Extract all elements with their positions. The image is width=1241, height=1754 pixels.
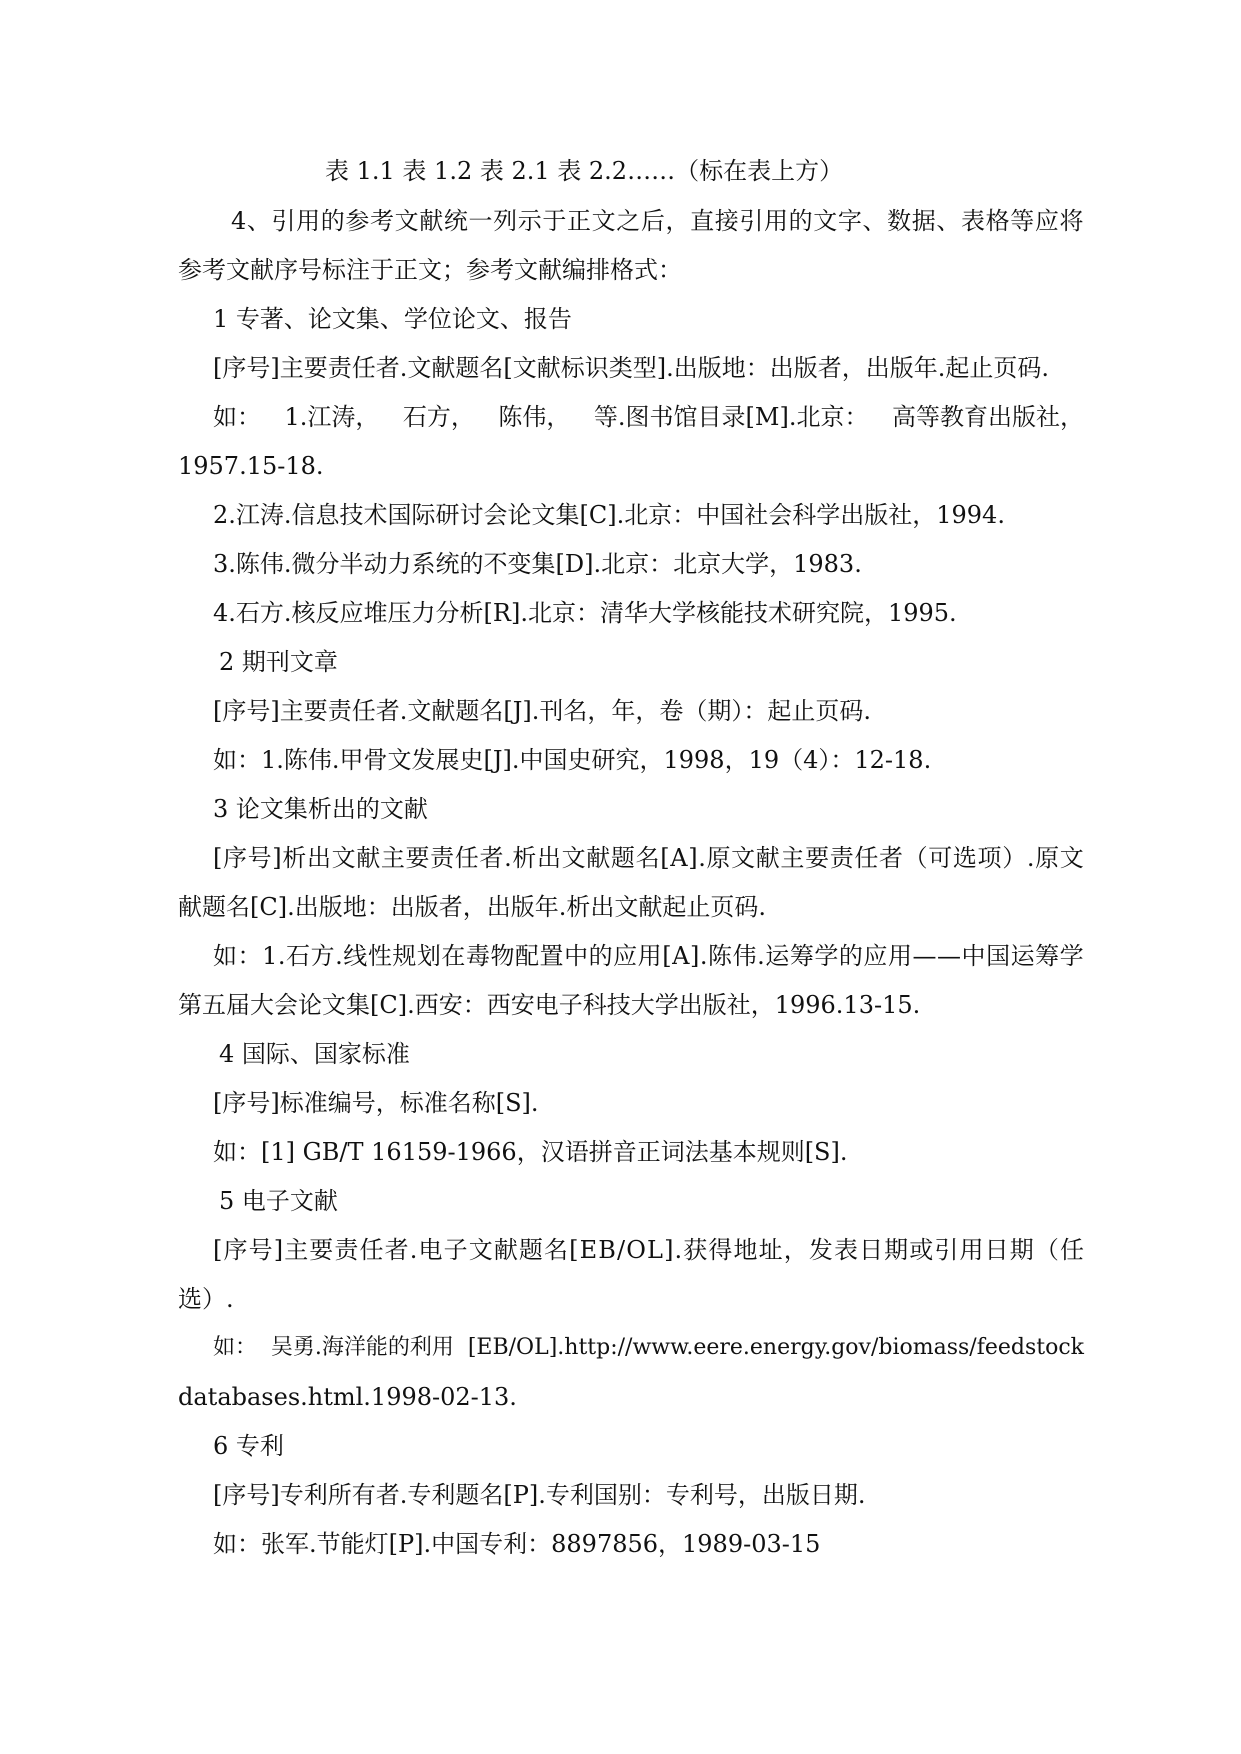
glyph: 主 <box>780 844 805 872</box>
glyph: 号 <box>248 1236 273 1264</box>
glyph: 应 <box>613 942 638 970</box>
glyph: ] <box>688 844 698 872</box>
example-line: 3.陈伟.微分半动力系统的不变集[D].北京：北京大学，1983. <box>213 550 862 578</box>
glyph: ， <box>783 1236 808 1264</box>
example-line <box>213 941 1084 971</box>
section-heading: 5 电子文献 <box>219 1187 338 1215</box>
example-part: 吴勇.海洋能的利用 <box>270 1335 454 1360</box>
glyph: [ <box>569 1236 579 1264</box>
item4-line2: 参考文献序号标注于正文；参考文献编排格式： <box>178 256 682 284</box>
glyph: 得 <box>708 1236 733 1264</box>
glyph: 陈 <box>708 942 733 970</box>
glyph: 选 <box>952 844 977 872</box>
glyph: 规 <box>392 942 417 970</box>
glyph: 伟 <box>732 942 757 970</box>
glyph: 引 <box>271 207 296 235</box>
glyph: 置 <box>539 942 564 970</box>
glyph: 责 <box>829 844 854 872</box>
table-caption-note: 表 1.1 表 1.2 表 2.1 表 2.2……（标在表上方） <box>325 157 844 185</box>
glyph: 1 <box>262 942 278 970</box>
glyph: 文 <box>591 207 616 235</box>
glyph: 引 <box>934 1236 959 1264</box>
glyph: 毒 <box>465 942 490 970</box>
glyph: 文 <box>468 1236 493 1264</box>
glyph: 示 <box>517 207 542 235</box>
glyph: 、 <box>246 207 271 235</box>
item4-line1 <box>231 206 1084 236</box>
glyph: 直 <box>690 207 715 235</box>
format-line <box>213 843 1084 873</box>
example-part: 石方， <box>402 403 475 431</box>
glyph: 的 <box>320 207 345 235</box>
glyph: 析 <box>282 844 307 872</box>
glyph: B <box>598 1236 616 1264</box>
glyph: 出 <box>306 844 331 872</box>
glyph: 学 <box>814 942 839 970</box>
glyph: 接 <box>714 207 739 235</box>
example-part: 等.图书馆目录[M].北京： <box>593 403 869 431</box>
glyph: 献 <box>356 844 381 872</box>
glyph: 引 <box>739 207 764 235</box>
glyph: 列 <box>493 207 518 235</box>
glyph: 考 <box>370 207 395 235</box>
format-line <box>213 1235 1084 1265</box>
glyph: 献 <box>586 844 611 872</box>
glyph: ] <box>272 844 282 872</box>
glyph: 任 <box>359 1236 384 1264</box>
glyph: 任 <box>454 844 479 872</box>
glyph: 任 <box>1059 1236 1084 1264</box>
glyph: 后 <box>640 207 665 235</box>
glyph: （ <box>903 844 928 872</box>
glyph: 原 <box>706 844 731 872</box>
format-continuation: 选）. <box>178 1285 234 1313</box>
glyph: A <box>670 844 688 872</box>
glyph: 据 <box>911 207 936 235</box>
glyph: 日 <box>984 1236 1009 1264</box>
glyph: （ <box>1034 1236 1059 1264</box>
glyph: 应 <box>863 942 888 970</box>
example-line <box>213 1333 1084 1363</box>
glyph: 应 <box>1034 207 1059 235</box>
example-continuation: 1957.15-18. <box>178 452 324 480</box>
glyph: 用 <box>637 942 662 970</box>
example-line <box>213 402 1084 432</box>
example-part: 1.江涛， <box>284 403 380 431</box>
glyph: 的 <box>838 942 863 970</box>
glyph: 筹 <box>1035 942 1060 970</box>
glyph: 、 <box>936 207 961 235</box>
glyph: 献 <box>493 1236 518 1264</box>
example-part: 高等教育出版社， <box>891 403 1084 431</box>
example-part: 如： <box>213 1335 258 1360</box>
glyph: 者 <box>479 844 504 872</box>
glyph: 统 <box>443 207 468 235</box>
glyph: 将 <box>1059 207 1084 235</box>
glyph: 文 <box>731 844 756 872</box>
glyph: A <box>672 942 690 970</box>
glyph: [ <box>213 1236 223 1264</box>
glyph: 文 <box>813 207 838 235</box>
example-continuation: databases.html.1998-02-13. <box>178 1383 517 1411</box>
glyph: 等 <box>1010 207 1035 235</box>
glyph: 字 <box>837 207 862 235</box>
glyph: . <box>1026 844 1035 872</box>
glyph: 析 <box>512 844 537 872</box>
glyph: 主 <box>380 844 405 872</box>
glyph: 序 <box>223 844 248 872</box>
example-continuation: 第五届大会论文集[C].西安：西安电子科技大学出版社，1996.13-15. <box>178 991 921 1019</box>
glyph: 于 <box>542 207 567 235</box>
example-part: 如： <box>213 403 261 431</box>
glyph: 题 <box>610 844 635 872</box>
glyph: . <box>409 1236 418 1264</box>
glyph: 配 <box>515 942 539 970</box>
glyph: 要 <box>805 844 830 872</box>
glyph: 任 <box>854 844 879 872</box>
format-line: [序号]主要责任者.文献题名[J].刊名，年，卷（期）：起止页码. <box>213 697 871 725</box>
format-line: [序号]标准编号，标准名称[S]. <box>213 1089 539 1117</box>
format-line: [序号]主要责任者.文献题名[文献标识类型].出版地：出版者，出版年.起止页码. <box>213 354 1049 382</box>
glyph: 用 <box>296 207 321 235</box>
glyph: 运 <box>765 942 790 970</box>
glyph: . <box>757 942 765 970</box>
example-line: 2.江涛.信息技术国际研讨会论文集[C].北京：中国社会科学出版社，1994. <box>213 501 1005 529</box>
glyph: O <box>626 1236 646 1264</box>
glyph: 项 <box>977 844 1002 872</box>
glyph: — <box>912 942 937 970</box>
glyph: ） <box>1002 844 1027 872</box>
glyph: 或 <box>909 1236 934 1264</box>
glyph: 题 <box>518 1236 543 1264</box>
glyph: 要 <box>309 1236 334 1264</box>
glyph: 物 <box>490 942 515 970</box>
glyph: 方 <box>310 942 335 970</box>
glyph: 用 <box>959 1236 984 1264</box>
glyph: 文 <box>394 207 419 235</box>
example-line: 4.石方.核反应堆压力分析[R].北京：清华大学核能技术研究院，1995. <box>213 599 957 627</box>
glyph: 在 <box>441 942 466 970</box>
glyph: 表 <box>833 1236 858 1264</box>
glyph: E <box>579 1236 598 1264</box>
glyph: — <box>937 942 961 970</box>
glyph: 文 <box>331 844 356 872</box>
glyph: 出 <box>537 844 561 872</box>
glyph: . <box>277 942 286 970</box>
glyph: 献 <box>419 207 444 235</box>
glyph: 表 <box>961 207 986 235</box>
example-part: [EB/OL].http://www.eere.energy.gov/biomass/feedstock <box>467 1335 1084 1360</box>
glyph: 址 <box>758 1236 783 1264</box>
glyph: 如 <box>213 942 237 970</box>
glyph: 者 <box>878 844 903 872</box>
section-heading: 6 专利 <box>213 1432 284 1460</box>
example-line: 如：张军.节能灯[P].中国专利：8897856，1989-03-15 <box>213 1530 821 1558</box>
glyph: 责 <box>430 844 455 872</box>
glyph: 电 <box>418 1236 443 1264</box>
glyph: . <box>504 844 512 872</box>
glyph: 用 <box>764 207 789 235</box>
glyph: [ <box>660 844 670 872</box>
section-heading: 1 专著、论文集、学位论文、报告 <box>213 305 572 333</box>
glyph: 要 <box>405 844 430 872</box>
glyph: 4 <box>231 207 247 235</box>
format-line: [序号]专利所有者.专利题名[P].专利国别：专利号，出版日期. <box>213 1481 866 1509</box>
glyph: 中 <box>564 942 589 970</box>
glyph: 名 <box>544 1236 569 1264</box>
glyph: 性 <box>367 942 392 970</box>
glyph: 责 <box>334 1236 359 1264</box>
glyph: 可 <box>928 844 953 872</box>
glyph: . <box>335 942 343 970</box>
glyph: 子 <box>443 1236 468 1264</box>
format-continuation: 献题名[C].出版地：出版者，出版年.析出文献起止页码. <box>178 893 766 921</box>
glyph: L <box>647 1236 663 1264</box>
glyph: 原 <box>1035 844 1060 872</box>
glyph: 参 <box>345 207 370 235</box>
glyph: 期 <box>884 1236 909 1264</box>
glyph: . <box>698 844 706 872</box>
glyph: [ <box>213 844 223 872</box>
glyph: 国 <box>986 942 1011 970</box>
glyph: 期 <box>1009 1236 1034 1264</box>
section-heading: 2 期刊文章 <box>219 648 338 676</box>
glyph: . <box>699 942 708 970</box>
glyph: 学 <box>1059 942 1084 970</box>
glyph: 名 <box>635 844 660 872</box>
glyph: 石 <box>286 942 311 970</box>
glyph: 地 <box>733 1236 758 1264</box>
glyph: 序 <box>223 1236 248 1264</box>
glyph: 一 <box>468 207 493 235</box>
glyph: . <box>674 1236 683 1264</box>
glyph: ， <box>665 207 690 235</box>
section-heading: 3 论文集析出的文献 <box>213 795 428 823</box>
glyph: 格 <box>985 207 1010 235</box>
glyph: 的 <box>588 942 613 970</box>
glyph: 文 <box>561 844 586 872</box>
glyph: ] <box>273 1236 284 1264</box>
glyph: / <box>617 1236 626 1264</box>
example-line: 如：[1] GB/T 16159-1966，汉语拼音正词法基本规则[S]. <box>213 1138 848 1166</box>
example-line: 如：1.陈伟.甲骨文发展史[J].中国史研究，1998，19（4）：12-18. <box>213 746 932 774</box>
glyph: 获 <box>683 1236 708 1264</box>
glyph: 数 <box>887 207 912 235</box>
glyph: 筹 <box>789 942 814 970</box>
glyph: 划 <box>416 942 441 970</box>
glyph: ： <box>237 942 262 970</box>
glyph: 、 <box>862 207 887 235</box>
glyph: 之 <box>616 207 641 235</box>
glyph: 文 <box>1059 844 1084 872</box>
section-heading: 4 国际、国家标准 <box>219 1040 410 1068</box>
glyph: 线 <box>343 942 368 970</box>
glyph: 中 <box>961 942 986 970</box>
example-part: 陈伟， <box>498 403 571 431</box>
glyph: 发 <box>808 1236 833 1264</box>
glyph: 日 <box>859 1236 884 1264</box>
glyph: 号 <box>247 844 272 872</box>
glyph: ] <box>664 1236 674 1264</box>
glyph: 的 <box>788 207 813 235</box>
glyph: 者 <box>384 1236 409 1264</box>
glyph: 正 <box>567 207 592 235</box>
glyph: ] <box>689 942 700 970</box>
glyph: 献 <box>755 844 780 872</box>
glyph: [ <box>662 942 672 970</box>
glyph: 运 <box>1010 942 1035 970</box>
glyph: 用 <box>887 942 912 970</box>
glyph: 主 <box>284 1236 309 1264</box>
